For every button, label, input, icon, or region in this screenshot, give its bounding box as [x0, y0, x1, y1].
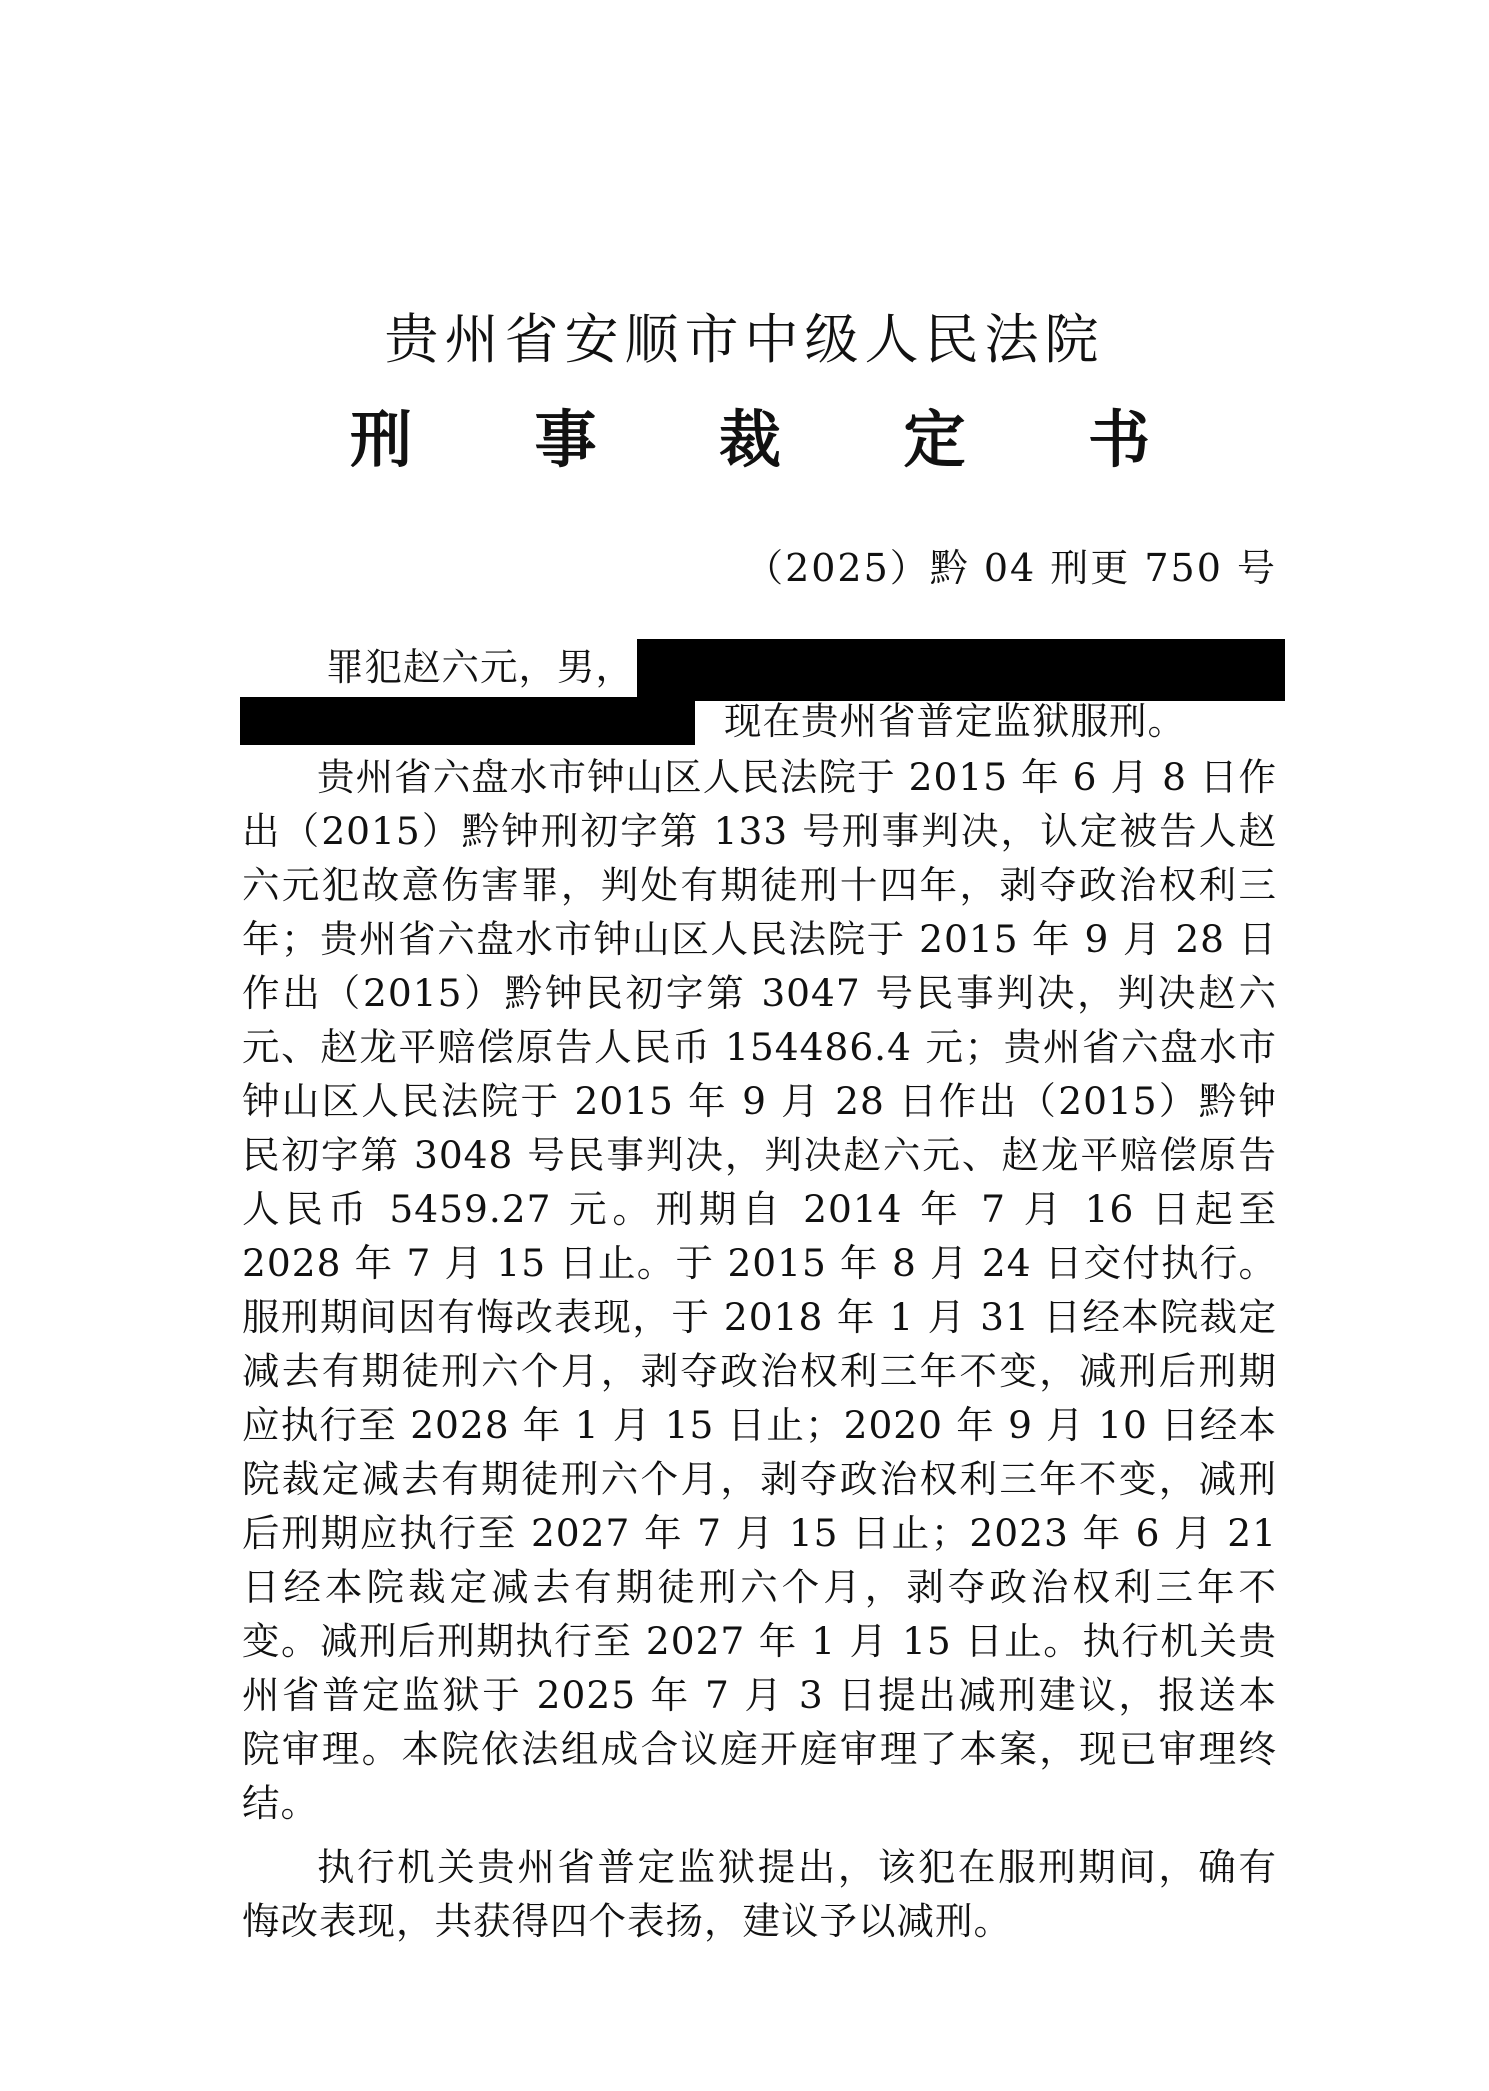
redaction-block	[637, 639, 1285, 701]
title-char: 裁	[718, 403, 781, 476]
defendant-intro	[242, 640, 1277, 750]
redaction-block	[240, 697, 695, 745]
document-title	[350, 395, 1150, 485]
title-char: 事	[534, 403, 597, 476]
court-name: 贵州省安顺市中级人民法院	[384, 308, 1105, 371]
intro-line-1: 罪犯赵六元，男，	[326, 645, 634, 689]
case-number: （2025）黔 04 刑更 750 号	[745, 546, 1277, 590]
title-char: 定	[903, 403, 966, 476]
title-char: 书	[1087, 403, 1150, 476]
document-body	[242, 640, 1277, 1948]
paragraph-case-history: 贵州省六盘水市钟山区人民法院于 2015 年 6 月 8 日作出（2015）黔钟刑初字第 133 号刑事判决，认定被告人赵六元犯故意伤害罪，判处有期徒刑十四年，剥夺政治权利三年；贵州省六盘水市钟山区人民法院于 2015 年 9 月 28 日作出（2015）黔钟民初字第 3047 号民事判决，判决赵六元、赵龙平赔偿原告人民币 154486.4 元；贵州省六盘水市钟山区人民法院于 2015 年 9 月 28 日作出（2015）黔钟民初字第 3048 号民事判决，判决赵六元、赵龙平赔偿原告人民币 5459.27 元。刑期自 2014 年 7 月 16 日起至 2028 年 7 月 15 日止。于 2015 年 8 月 24 日交付执行。服刑期间因有悔改表现，于 2018 年 1 月 31 日经本院裁定减去有期徒刑六个月，剥夺政治权利三年不变，减刑后刑期应执行至 2028 年 1 月 15 日止；2020 年 9 月 10 日经本院裁定减去有期徒刑六个月，剥夺政治权利三年不变，减刑后刑期应执行至 2027 年 7 月 15 日止；2023 年 6 月 21 日经本院裁定减去有期徒刑六个月，剥夺政治权利三年不变。减刑后刑期执行至 2027 年 1 月 15 日止。执行机关贵州省普定监狱于 2025 年 7 月 3 日提出减刑建议，报送本院审理。本院依法组成合议庭开庭审理了本案，现已审理终结。	[242, 755, 1277, 1825]
paragraph-proposal: 执行机关贵州省普定监狱提出，该犯在服刑期间，确有悔改表现，共获得四个表扬，建议予以减刑。	[242, 1845, 1277, 1943]
intro-line-2: 现在贵州省普定监狱服刑。	[724, 699, 1186, 743]
title-char: 刑	[350, 403, 413, 476]
